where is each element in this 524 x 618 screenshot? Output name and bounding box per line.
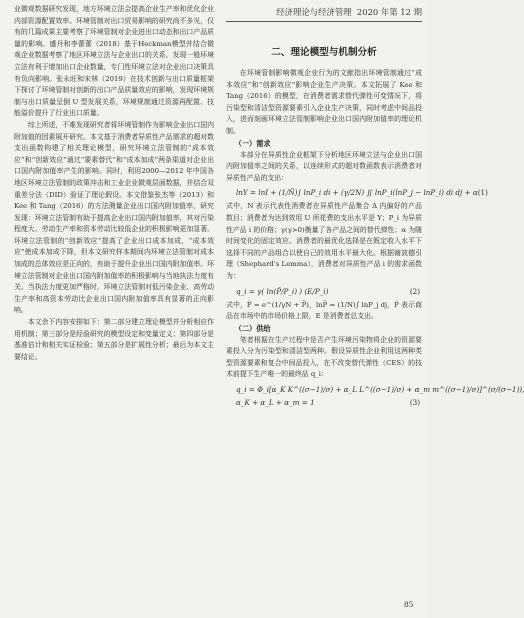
equation-2 — [226, 283, 422, 300]
paragraph: 在环境管制影响微观企业行为的文献指出环境管制通过“成本效应”和“创新效应”影响企业生产决策。本文拓展了 Kee 和 Tang（2016）的模型，在消费者需求替代弹性可变情况下，将污染型和清洁型资源要素引入企业生产决策，同时考虑中间品投入，进而刻画环境立法管制影响企业出口国内附加值率的理论机制。 — [226, 69, 422, 135]
left-column — [14, 4, 214, 612]
issue-number: 2020 年第 12 期 — [356, 7, 422, 17]
paragraph: 笔者根据在生产过程中是否产生环境污染物将企业的资源要素投入分为污染型和清洁型两种。假设异质性企业利用这两种类型资源要素和复合中间品投入，在不改变替代弹性（CES）的技术前提下生产唯一的最终品 q_i： — [226, 335, 422, 379]
right-column — [226, 68, 524, 614]
page-number: 85 — [404, 600, 414, 609]
section-title: 二、理论模型与机制分析 — [271, 47, 377, 58]
paragraph: 本文余下内容安排如下：第二部分建立理论模型并分析相应作用机制；第三部分是经验研究的模型设定和变量定义；第四部分是基准估计和相关实证检验；第五部分是扩展性分析；最后为本文主要结论。 — [14, 318, 214, 361]
equation-number: (1) — [477, 188, 488, 198]
subsection-title: （一）需求 — [234, 138, 271, 148]
subsection-title: （二）供给 — [234, 323, 271, 333]
equation-number: (2) — [409, 286, 420, 296]
equation-number: (3) — [409, 398, 420, 408]
header-rule — [226, 21, 422, 22]
equation-3 — [226, 381, 524, 411]
journal-name: 经济理论与经济管理 — [276, 7, 352, 17]
paragraph: 式中，N 表示代表性消费者在异质性产品集合 Δ 内偏好的产品数目；消费者为达到效用 U 所花费的支出水平是 Y；P_i 为异质性产品 i 的价格；γ(γ>0)衡量了各产品之间的替代弹性；α 为随时间变化的固定效应。消费者的最优化选择是在既定收入水平下选择不同的产品组合以使自己的效用水平最大化。根据谢波德引理（Shephard's Lemma），消费者对异质性产品 i 的需求函数为： — [226, 202, 422, 280]
paragraph: 业微观数据研究发现，地方环境立法会提高企业生产率和优化企业内部资源配置效率。环境管制对出口贸易影响的研究尚不多见，仅有的几篇成果主要考察了环境管制对企业进出口动态和出口产品质量的影响。盛丹和李蕾蕾（2018）基于Heckman模型并结合微观企业数据考察了地区环境立法与企业出口的关系，发现一般环境立法有利于增加出口企业数量，专门性环境立法对企业出口决策具有负向影响。张永旺和宋林（2019）在技术创新与出口质量框架下探讨了环境管制对创新的出口产品质量效应的影响，发现环境规制与出口质量呈倒 U 型发展关系，环境规制通过资源再配置、技能溢价提升了行业出口质量。 — [14, 5, 214, 118]
equation-body: lnY = lnI + (1/Ñ)∫ lnP_i di + (γ/2N) ∬ lnP_i(lnP_j − lnP_i) di dj + α — [236, 188, 478, 198]
paragraph: 综上所述，不难发现研究者将环境管制作为影响企业出口国内附加值的因素展开研究。本文基于消费者异质性产品需求的超对数支出函数构建了相关理论模型，研究环境立法管制的“成本效应”和“创新效应”通过“要素替代”和“成本加成”两条渠道对企业出口国内附加值率产生的影响。同时，利用2000—2012 年中国各地区环境立法管制的政策冲击和工业企业微观层面数据，并结合双重差分法（DID）验证了理论假设。本文借鉴张杰等（2013）和 Kee 和 Tang（2016）的方法测量企业出口国内附加值率，研究发现：环境立法管制有助于提高企业出口国内附加值率，其对污染程度大、劳动生产率和资本劳动比较低企业的积极影响更加显著。环境立法管制的“创新效应”提高了企业出口成本加成，“成本效应”使成本加成下降，但本文研究样本期间内环境立法管制对成本加成的总体效应是正向的，有助于提升企业出口国内附加值率。环境立法管制对企业出口国内附加值率的积极影响与当地执法力度有关。当执法力度更加严格时，环境立法管制对低污染企业、高劳动生产率和高资本劳动比企业出口国内附加值率具有显著的正向影响。 — [14, 120, 214, 315]
equation-body: q_i = Φ_i[α_K K^((σ−1)/σ) + α_L L^((σ−1)/σ) + α_m m^((σ−1)/σ)]^(σ/(σ−1)), — [236, 385, 524, 395]
paragraph: 本部分在异质性企业框架下分析地区环境立法与企业出口国内附加值率之间的关系，以连续形式的超对数函数表示消费者对异质性产品的支出： — [226, 150, 422, 182]
equation-constraint: α_K + α_L + α_m = 1 — [236, 398, 315, 408]
equation-1 — [226, 184, 488, 201]
paragraph: 式中，P̂ = e^(1/γN + P̄)，lnP̄ = (1/N)∫ lnP_j dj，P̂ 表示商品在市场中的市场价格上限，E 是消费者总支出。 — [226, 300, 422, 321]
running-header — [226, 6, 422, 20]
equation-body: q_i = γ( ln(P̂/P_i) ) (E/P_i) — [236, 286, 329, 296]
